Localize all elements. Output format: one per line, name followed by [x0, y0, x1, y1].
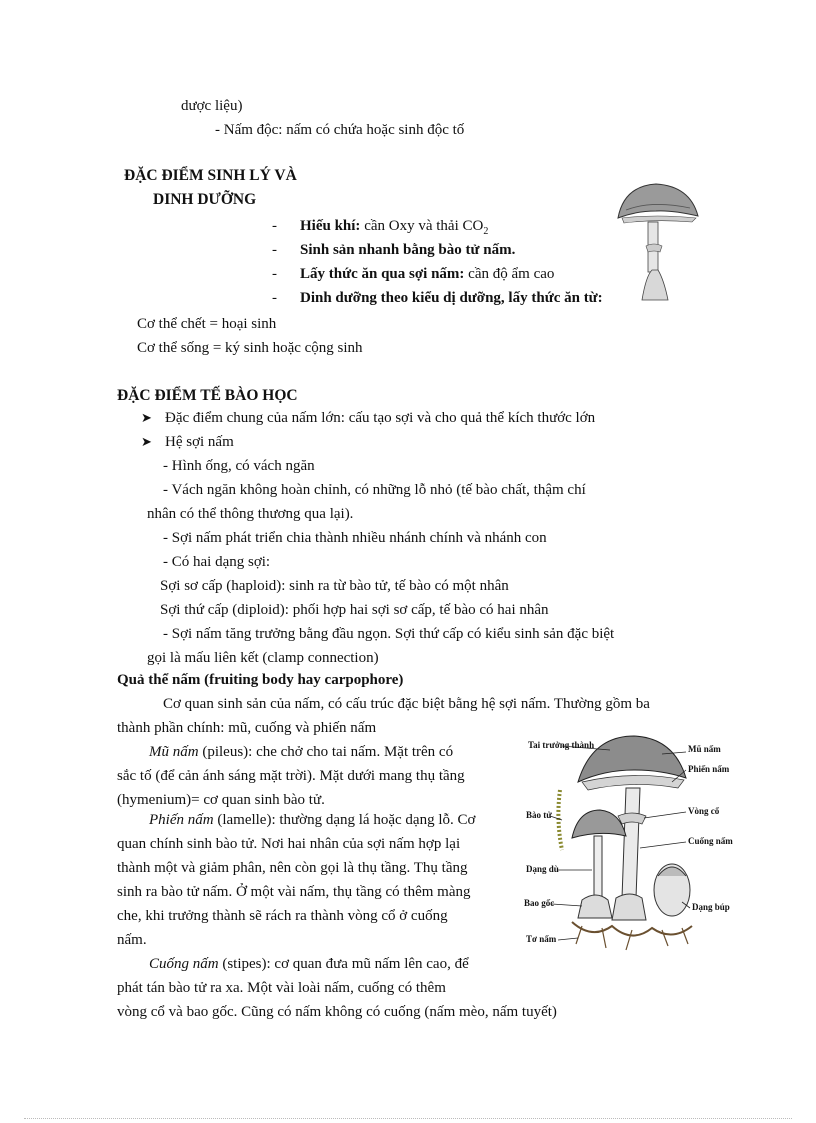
physio-title-1: ĐẶC ĐIỂM SINH LÝ VÀ	[124, 167, 297, 184]
label-phien-nam: Phiến nấm	[688, 764, 730, 774]
label-dang-bup: Dạng búp	[692, 902, 730, 912]
label-bao-goc: Bao gốc	[524, 898, 555, 908]
arrow-bullet-icon: ➤	[141, 434, 152, 449]
fruit-intro-2: thành phần chính: mũ, cuống và phiến nấm	[117, 720, 377, 736]
gill-line-3: thành một và giảm phân, nên còn gọi là thụ tầng. Thụ tầng	[117, 860, 468, 876]
gill-line-6: nấm.	[117, 932, 147, 948]
label-cuong-nam: Cuống nấm	[688, 836, 733, 846]
label-bao-tu: Bào tử	[526, 810, 552, 820]
label-dang-du: Dạng dù	[526, 864, 559, 874]
top-line-1: dược liệu)	[181, 98, 243, 114]
mushroom-illustration	[612, 180, 702, 304]
cell-line-6: Sợi thứ cấp (diploid): phối hợp hai sợi sơ cấp, tế bào có hai nhân	[160, 602, 549, 618]
fruit-title: Quả thể nấm (fruiting body hay carpophore)	[117, 672, 404, 688]
stipe-line-2: phát tán bào tử ra xa. Một vài loài nấm, cuống có thêm	[117, 980, 446, 996]
top-line-2: - Nấm độc: nấm có chứa hoặc sinh độc tố	[215, 122, 465, 138]
cell-title: ĐẶC ĐIỂM TẾ BÀO HỌC	[117, 387, 298, 404]
label-to-nam: Tơ nấm	[526, 934, 557, 944]
physio-dead: Cơ thể chết = hoại sinh	[137, 316, 277, 332]
cell-bullet-1: ➤ Đặc điểm chung của nấm lớn: cấu tạo sợi và cho quả thể kích thước lớn	[141, 410, 596, 426]
page-bottom-border	[24, 1118, 792, 1119]
fruit-intro-1: Cơ quan sinh sản của nấm, có cấu trúc đặc biệt bằng hệ sợi nấm. Thường gồm ba	[163, 696, 650, 712]
cell-bullet-2: ➤ Hệ sợi nấm	[141, 434, 234, 450]
cell-line-5: Sợi sơ cấp (haploid): sinh ra từ bào tử, tế bào có một nhân	[160, 578, 509, 594]
physio-item-2: - Sinh sản nhanh bằng bào tử nấm.	[272, 242, 516, 258]
physio-item-1: - Hiếu khí: cần Oxy và thải $CO_2$	[272, 218, 489, 237]
cell-line-7b: gọi là mấu liên kết (clamp connection)	[147, 650, 379, 666]
label-tai-truong-thanh: Tai trưởng thành	[528, 740, 595, 750]
cap-line-1: Mũ nấm (pileus): che chở cho tai nấm. Mặt trên có	[149, 744, 454, 760]
cell-line-2a: - Vách ngăn không hoàn chỉnh, có những lỗ nhỏ (tế bào chất, thậm chí	[163, 482, 586, 498]
physio-living: Cơ thể sống = ký sinh hoặc cộng sinh	[137, 340, 363, 356]
gill-line-5: che, khi trưởng thành sẽ rách ra thành vòng cổ ở cuống	[117, 908, 448, 924]
cell-line-4: - Có hai dạng sợi:	[163, 554, 271, 570]
gill-line-4: sinh ra bào tử nấm. Ở một vài nấm, thụ tầng có thêm màng	[117, 884, 471, 900]
cell-line-3: - Sợi nấm phát triển chia thành nhiều nhánh chính và nhánh con	[163, 530, 547, 546]
cell-line-7a: - Sợi nấm tăng trưởng bằng đầu ngọn. Sợi thứ cấp có kiểu sinh sản đặc biệt	[163, 626, 615, 642]
stipe-line-1: Cuống nấm (stipes): cơ quan đưa mũ nấm lên cao, để	[149, 956, 469, 972]
physio-item-4: - Dinh dưỡng theo kiểu dị dưỡng, lấy thức ăn từ:	[272, 290, 603, 306]
cap-line-2: sắc tố (để cản ánh sáng mặt trời). Mặt dưới mang thụ tầng	[117, 768, 465, 784]
label-vong-co: Vòng cổ	[688, 806, 720, 816]
cell-line-1: - Hình ống, có vách ngăn	[163, 458, 315, 474]
arrow-bullet-icon: ➤	[141, 410, 152, 425]
physio-item-3: - Lấy thức ăn qua sợi nấm: cần độ ẩm cao	[272, 266, 555, 282]
cell-line-2b: nhân có thể thông thương qua lại).	[147, 506, 354, 522]
mushroom-anatomy-diagram	[522, 730, 762, 960]
physio-title-2: DINH DƯỠNG	[153, 191, 257, 208]
stipe-line-3: vòng cổ và bao gốc. Cũng có nấm không có cuống (nấm mèo, nấm tuyết)	[117, 1004, 557, 1020]
cap-line-3: (hymenium)= cơ quan sinh bào tử.	[117, 792, 325, 808]
label-mu-nam: Mũ nấm	[688, 744, 721, 754]
gill-line-2: quan chính sinh bào tử. Nơi hai nhân của sợi nấm hợp lại	[117, 836, 461, 852]
gill-line-1: Phiến nấm (lamelle): thường dạng lá hoặc dạng lỗ. Cơ	[149, 812, 476, 828]
